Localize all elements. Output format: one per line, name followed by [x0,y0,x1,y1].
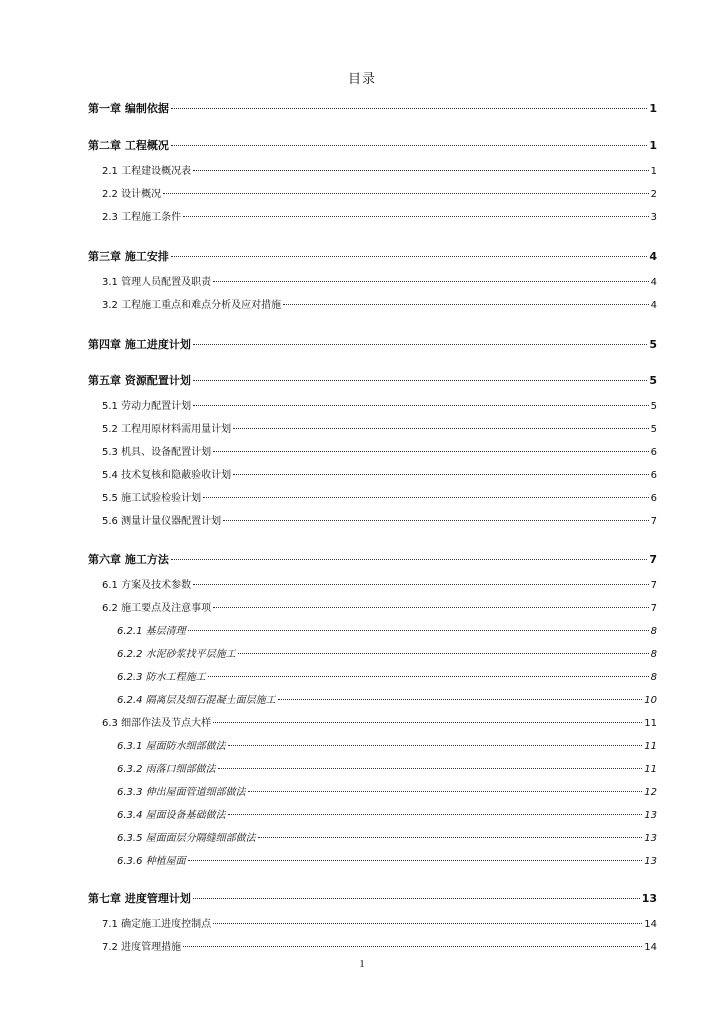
toc-entry-page: 13 [644,833,657,844]
leader-dots [193,584,649,585]
leader-dots [171,559,648,560]
toc-entry-chapter[interactable] [88,336,657,352]
toc-entry-label: 5.3 机具、设备配置计划 [102,447,212,458]
leader-dots [171,256,648,257]
toc-entry-label: 第三章 施工安排 [88,250,169,263]
toc-entry-label: 6.3.6 种植屋面 [117,856,186,867]
toc-entry-page: 7 [649,553,657,566]
toc-entry-page: 1 [649,139,657,152]
toc-entry-chapter[interactable] [88,551,657,567]
toc-entry-subsection[interactable] [117,645,657,661]
toc-entry-page: 8 [650,649,657,660]
leader-dots [203,497,649,498]
leader-dots [223,520,649,521]
toc-entry-label: 2.2 设计概况 [102,189,162,200]
toc-entry-label: 3.1 管理人员配置及职责 [102,277,212,288]
toc-entry-page: 2 [650,189,657,200]
toc-entry-page: 7 [650,516,657,527]
leader-dots [193,898,640,899]
toc-entry-subsection[interactable] [117,852,657,868]
toc-entry-label: 6.3.5 屋面面层分隔缝细部做法 [117,833,256,844]
leader-dots [238,653,649,654]
toc-entry-label: 3.2 工程施工重点和难点分析及应对措施 [102,300,282,311]
toc-entry-page: 6 [650,470,657,481]
leader-dots [188,860,643,861]
toc-entry-section[interactable] [102,938,657,954]
toc-entry-page: 14 [644,942,657,953]
toc-entry-page: 8 [650,672,657,683]
toc-entry-page: 5 [650,401,657,412]
toc-entry-page: 13 [641,892,657,905]
leader-dots [213,607,649,608]
toc-entry-label: 5.1 劳动力配置计划 [102,401,192,412]
toc-entry-page: 11 [644,718,657,729]
toc-entry-chapter[interactable] [88,248,657,264]
toc-entry-subsection[interactable] [117,783,657,799]
leader-dots [233,428,649,429]
toc-entry-chapter[interactable] [88,100,657,116]
toc-entry-page: 12 [644,787,657,798]
toc-entry-label: 6.2 施工要点及注意事项 [102,603,212,614]
toc-entry-page: 10 [644,695,657,706]
toc-entry-section[interactable] [102,443,657,459]
toc-entry-label: 5.2 工程用原材料需用量计划 [102,424,232,435]
toc-entry-section[interactable] [102,489,657,505]
leader-dots [213,451,649,452]
toc-entry-subsection[interactable] [117,737,657,753]
toc-entry-section[interactable] [102,420,657,436]
page-title: 目录 [347,72,376,87]
toc-entry-label: 第五章 资源配置计划 [88,374,191,387]
toc-entry-section[interactable] [102,208,657,224]
toc-entry-subsection[interactable] [117,668,657,684]
leader-dots [213,281,649,282]
toc-entry-page: 4 [649,250,657,263]
leader-dots [193,170,649,171]
toc-entry-page: 3 [650,212,657,223]
toc-entry-section[interactable] [102,397,657,413]
toc-entry-page: 6 [650,493,657,504]
toc-entry-page: 5 [649,338,657,351]
toc-entry-label: 6.3.1 屋面防水细部做法 [117,741,226,752]
toc-entry-page: 13 [644,856,657,867]
leader-dots [183,216,649,217]
toc-entry-chapter[interactable] [88,372,657,388]
toc-entry-page: 8 [650,626,657,637]
toc-entry-subsection[interactable] [117,691,657,707]
toc-entry-label: 第四章 施工进度计划 [88,338,191,351]
toc-entry-section[interactable] [102,512,657,528]
leader-dots [213,923,642,924]
toc-entry-subsection[interactable] [117,829,657,845]
leader-dots [228,745,643,746]
toc-entry-label: 5.5 施工试验检验计划 [102,493,202,504]
toc-entry-page: 1 [650,166,657,177]
toc-entry-label: 6.3.4 屋面设备基础做法 [117,810,226,821]
toc-entry-page: 4 [650,300,657,311]
toc-entry-label: 5.4 技术复核和隐蔽验收计划 [102,470,232,481]
toc-entry-chapter[interactable] [88,137,657,153]
leader-dots [193,344,648,345]
leader-dots [228,814,643,815]
leader-dots [248,791,643,792]
leader-dots [218,768,643,769]
toc-entry-page: 4 [650,277,657,288]
leader-dots [193,380,648,381]
toc-entry-section[interactable] [102,714,657,730]
leader-dots [171,145,648,146]
toc-entry-label: 6.2.3 防水工程施工 [117,672,206,683]
leader-dots [163,193,649,194]
leader-dots [193,405,649,406]
toc-entry-section[interactable] [102,185,657,201]
leader-dots [233,474,649,475]
toc-entry-section[interactable] [102,576,657,592]
toc-entry-label: 7.2 进度管理措施 [102,942,182,953]
toc-entry-page: 5 [650,424,657,435]
toc-entry-section[interactable] [102,599,657,615]
leader-dots [188,630,649,631]
toc-entry-section[interactable] [102,296,657,312]
toc-entry-section[interactable] [102,915,657,931]
toc-entry-label: 6.2.1 基层清理 [117,626,186,637]
toc-entry-label: 第七章 进度管理计划 [88,892,191,905]
leader-dots [258,837,643,838]
toc-entry-label: 6.2.4 隔离层及细石混凝土面层施工 [117,695,276,706]
toc-entry-label: 第二章 工程概况 [88,139,169,152]
toc-entry-label: 6.3.2 雨落口细部做法 [117,764,216,775]
toc-entry-label: 第六章 施工方法 [88,553,169,566]
toc-entry-subsection[interactable] [117,806,657,822]
leader-dots [283,304,649,305]
toc-entry-subsection[interactable] [117,622,657,638]
toc-entry-page: 1 [649,102,657,115]
leader-dots [278,699,643,700]
toc-entry-label: 5.6 测量计量仪器配置计划 [102,516,222,527]
toc-entry-page: 11 [644,764,657,775]
toc-entry-label: 6.1 方案及技术参数 [102,580,192,591]
toc-entry-page: 11 [644,741,657,752]
toc-entry-page: 6 [650,447,657,458]
toc-entry-subsection[interactable] [117,760,657,776]
leader-dots [208,676,649,677]
toc-entry-label: 7.1 确定施工进度控制点 [102,919,212,930]
toc-entry-section[interactable] [102,466,657,482]
toc-entry-label: 6.3.3 伸出屋面管道细部做法 [117,787,246,798]
page-number-footer: 1 [359,958,365,970]
toc-entry-page: 14 [644,919,657,930]
leader-dots [213,722,642,723]
toc-entry-page: 5 [649,374,657,387]
toc-entry-label: 第一章 编制依据 [88,102,169,115]
toc-entry-page: 7 [650,580,657,591]
toc-entry-page: 7 [650,603,657,614]
toc-entry-section[interactable] [102,273,657,289]
toc-entry-label: 2.3 工程施工条件 [102,212,182,223]
toc-entry-section[interactable] [102,162,657,178]
toc-entry-label: 2.1 工程建设概况表 [102,166,192,177]
toc-entry-chapter[interactable] [88,890,657,906]
toc-entry-label: 6.3 细部作法及节点大样 [102,718,212,729]
toc-entry-label: 6.2.2 水泥砂浆找平层施工 [117,649,236,660]
toc-entry-page: 13 [644,810,657,821]
leader-dots [171,108,648,109]
leader-dots [183,946,642,947]
